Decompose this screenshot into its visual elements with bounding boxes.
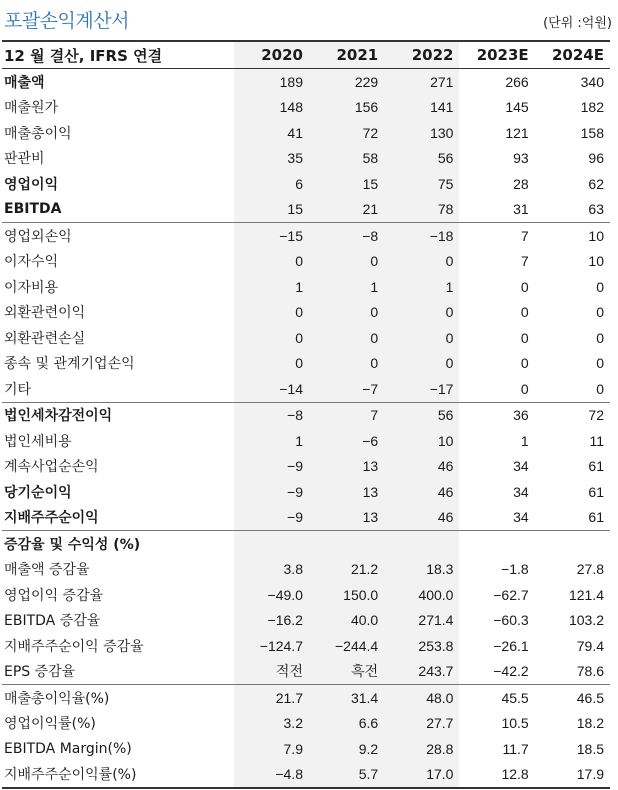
cell-value: 46 xyxy=(384,454,459,480)
cell-value: −8 xyxy=(309,223,384,249)
cell-value: 7.9 xyxy=(234,736,309,762)
cell-value: 0 xyxy=(596,278,604,295)
cell-value: 148 xyxy=(234,95,309,121)
cell-value: 0 xyxy=(384,300,459,326)
cell-value: 11 xyxy=(589,432,604,449)
cell-value: 15 xyxy=(309,171,384,197)
row-label: EPS 증감율 xyxy=(4,664,76,681)
cell-value: 130 xyxy=(384,120,459,146)
cell-value: 28 xyxy=(513,175,529,192)
cell-value: 121.4 xyxy=(568,586,604,603)
cell-value: 13 xyxy=(309,505,384,531)
cell-value: 18.5 xyxy=(576,740,604,757)
cell-value: 46.5 xyxy=(535,685,610,711)
row-label: 기타 xyxy=(4,381,32,398)
cell-value: 61 xyxy=(588,458,604,475)
cell-value: 72 xyxy=(535,402,610,428)
cell-value: 31.4 xyxy=(309,685,384,711)
table-row xyxy=(2,762,610,789)
unit-label: (단위 :억원) xyxy=(543,16,612,31)
row-label: 지배주주순이익 증감율 xyxy=(4,638,144,655)
cell-value: −17 xyxy=(384,376,459,402)
table-row xyxy=(2,171,610,197)
table-row xyxy=(2,633,610,659)
cell-value: 0 xyxy=(309,300,384,326)
cell-value: 72 xyxy=(309,120,384,146)
cell-value: 156 xyxy=(309,95,384,121)
cell-value: 0 xyxy=(384,249,459,275)
cell-value: −26.1 xyxy=(493,637,529,654)
cell-value: 21.2 xyxy=(309,557,384,583)
cell-value: 61 xyxy=(588,509,604,526)
table-row xyxy=(2,531,610,557)
cell-value: 271 xyxy=(384,69,459,95)
table-row xyxy=(2,300,610,326)
cell-value: 34 xyxy=(513,458,529,475)
row-label: 법인세차감전이익 xyxy=(2,402,234,428)
cell-value: 41 xyxy=(234,120,309,146)
cell-value: 182 xyxy=(580,99,604,116)
row-label: 종속 및 관계기업손익 xyxy=(4,356,135,373)
row-label: 매출총이익율(%) xyxy=(2,685,234,711)
row-label: EBITDA 증감율 xyxy=(4,613,101,630)
cell-value: 28.8 xyxy=(384,736,459,762)
row-label: 외환관련손실 xyxy=(4,330,86,347)
cell-value: 27.7 xyxy=(384,711,459,737)
table-row xyxy=(2,376,610,402)
income-statement-table xyxy=(2,40,610,789)
cell-value: 243.7 xyxy=(384,659,459,685)
cell-value: 0 xyxy=(384,351,459,377)
row-label: 매출총이익 xyxy=(4,125,72,142)
cell-value: 0 xyxy=(596,355,604,372)
table-row xyxy=(2,197,610,223)
row-label: 매출원가 xyxy=(4,100,59,117)
cell-value: 6.6 xyxy=(309,711,384,737)
cell-value: −9 xyxy=(234,505,309,531)
cell-value: 62 xyxy=(588,175,604,192)
title-row xyxy=(0,0,618,38)
cell-value: 78.6 xyxy=(576,663,604,680)
cell-value: 0 xyxy=(520,380,529,397)
cell-value: 0 xyxy=(596,380,604,397)
cell-value: 13 xyxy=(309,479,384,505)
cell-value: 103.2 xyxy=(568,612,604,629)
cell-value: 40.0 xyxy=(309,608,384,634)
cell-value: 5.7 xyxy=(309,762,384,789)
row-label: EBITDA xyxy=(4,201,62,218)
table-row xyxy=(2,402,610,428)
cell-value: 27.8 xyxy=(576,561,604,578)
year-2023e: 2023E xyxy=(459,41,534,69)
table-row xyxy=(2,736,610,762)
table-row xyxy=(2,582,610,608)
cell-value: −9 xyxy=(234,454,309,480)
cell-value: 21.7 xyxy=(234,685,309,711)
cell-value xyxy=(309,531,384,557)
row-label: 이자비용 xyxy=(4,279,59,296)
cell-value: 7 xyxy=(309,402,384,428)
cell-value: −7 xyxy=(309,376,384,402)
cell-value: 36 xyxy=(459,402,534,428)
cell-value: −49.0 xyxy=(234,582,309,608)
cell-value: 1 xyxy=(309,274,384,300)
cell-value: 46 xyxy=(384,505,459,531)
cell-value: 3.2 xyxy=(234,711,309,737)
header-row xyxy=(2,41,610,69)
cell-value: −14 xyxy=(234,376,309,402)
cell-value: 0 xyxy=(384,325,459,351)
row-label: 외환관련이익 xyxy=(4,305,86,322)
year-2020: 2020 xyxy=(234,41,309,69)
cell-value: −60.3 xyxy=(493,612,529,629)
cell-value: 10 xyxy=(384,428,459,454)
table-row xyxy=(2,608,610,634)
cell-value: 56 xyxy=(384,402,459,428)
table-row xyxy=(2,69,610,95)
cell-value: 0 xyxy=(234,300,309,326)
cell-value: −4.8 xyxy=(234,762,309,789)
table-row xyxy=(2,351,610,377)
cell-value: 271.4 xyxy=(384,608,459,634)
cell-value: 340 xyxy=(580,73,604,90)
year-2024e: 2024E xyxy=(535,41,610,69)
table-row xyxy=(2,505,610,531)
cell-value: 141 xyxy=(384,95,459,121)
row-label: 지배주주순이익률(%) xyxy=(2,762,234,789)
cell-value: 79.4 xyxy=(576,637,604,654)
cell-value: −18 xyxy=(384,223,459,249)
table-row xyxy=(2,249,610,275)
row-label: 매출액 xyxy=(4,74,45,91)
row-label: 당기순이익 xyxy=(4,484,72,501)
cell-value: 58 xyxy=(309,146,384,172)
table-row xyxy=(2,557,610,583)
cell-value: 0 xyxy=(309,249,384,275)
table-row xyxy=(2,454,610,480)
cell-value: 0 xyxy=(234,351,309,377)
cell-value: −16.2 xyxy=(234,608,309,634)
cell-value xyxy=(384,531,459,557)
cell-value: 0 xyxy=(520,304,529,321)
cell-value: 0 xyxy=(520,329,529,346)
cell-value: 12.8 xyxy=(459,762,534,789)
cell-value: 0 xyxy=(234,249,309,275)
cell-value: 7 xyxy=(459,223,534,249)
cell-value: 46 xyxy=(384,479,459,505)
cell-value: 34 xyxy=(513,483,529,500)
cell-value: −124.7 xyxy=(234,633,309,659)
cell-value: 3.8 xyxy=(234,557,309,583)
table-row xyxy=(2,479,610,505)
cell-value: 11.7 xyxy=(502,740,529,757)
cell-value: 1 xyxy=(384,274,459,300)
table-row xyxy=(2,223,610,249)
cell-value: −8 xyxy=(234,402,309,428)
cell-value: 75 xyxy=(384,171,459,197)
row-label: 영업외손익 xyxy=(2,223,234,249)
cell-value: 34 xyxy=(513,509,529,526)
cell-value: 17.9 xyxy=(535,762,610,789)
cell-value: 189 xyxy=(234,69,309,95)
cell-value: 63 xyxy=(588,201,604,218)
year-2022: 2022 xyxy=(384,41,459,69)
header-label: 12 월 결산, IFRS 연결 xyxy=(2,41,234,69)
cell-value: −244.4 xyxy=(309,633,384,659)
cell-value: 0 xyxy=(309,325,384,351)
cell-value: 1 xyxy=(234,274,309,300)
cell-value: 6 xyxy=(234,171,309,197)
row-label: 판관비 xyxy=(4,151,45,168)
cell-value: 229 xyxy=(309,69,384,95)
row-label: 매출액 증감율 xyxy=(4,562,90,579)
cell-value: 0 xyxy=(520,278,529,295)
cell-value: 17.0 xyxy=(384,762,459,789)
row-label: EBITDA Margin(%) xyxy=(4,740,132,757)
cell-value: 150.0 xyxy=(309,582,384,608)
table-row xyxy=(2,120,610,146)
year-2021: 2021 xyxy=(309,41,384,69)
cell-value: 적전 xyxy=(234,659,309,685)
cell-value: −42.2 xyxy=(493,663,529,680)
cell-value: 21 xyxy=(309,197,384,223)
table-row xyxy=(2,274,610,300)
cell-value xyxy=(535,531,610,557)
table-row xyxy=(2,428,610,454)
cell-value: −6 xyxy=(309,428,384,454)
cell-value: 0 xyxy=(596,329,604,346)
cell-value: 흑전 xyxy=(309,659,384,685)
cell-value: 10 xyxy=(588,253,604,270)
cell-value: −1.8 xyxy=(501,561,529,578)
cell-value: 78 xyxy=(384,197,459,223)
cell-value xyxy=(459,531,534,557)
cell-value: 35 xyxy=(234,146,309,172)
cell-value: 13 xyxy=(309,454,384,480)
cell-value: 48.0 xyxy=(384,685,459,711)
row-label: 이자수익 xyxy=(4,254,59,271)
table-row xyxy=(2,95,610,121)
cell-value: −15 xyxy=(234,223,309,249)
row-label: 증감율 및 수익성 (%) xyxy=(2,531,234,557)
cell-value: 31 xyxy=(513,201,529,218)
cell-value: 1 xyxy=(520,432,529,449)
cell-value: 7 xyxy=(520,253,529,270)
cell-value: 56 xyxy=(384,146,459,172)
page-title: 포괄손익계산서 xyxy=(4,10,129,32)
cell-value: 253.8 xyxy=(384,633,459,659)
cell-value: 10.5 xyxy=(501,715,529,732)
table-row xyxy=(2,146,610,172)
cell-value: 121 xyxy=(505,124,529,141)
cell-value: −9 xyxy=(234,479,309,505)
cell-value: 96 xyxy=(588,150,604,167)
table-row xyxy=(2,711,610,737)
row-label: 법인세비용 xyxy=(4,433,72,450)
cell-value: 0 xyxy=(309,351,384,377)
cell-value: 61 xyxy=(588,483,604,500)
table-row xyxy=(2,325,610,351)
row-label: 영업이익 증감율 xyxy=(4,587,104,604)
table-row xyxy=(2,659,610,685)
cell-value: 1 xyxy=(234,428,309,454)
cell-value: 145 xyxy=(505,99,529,116)
cell-value xyxy=(234,531,309,557)
row-label: 지배주주순이익 xyxy=(4,510,99,527)
cell-value: 18.3 xyxy=(384,557,459,583)
cell-value: 0 xyxy=(596,304,604,321)
row-label: 계속사업순손익 xyxy=(4,459,99,476)
row-label: 영업이익 xyxy=(4,176,59,193)
cell-value: 158 xyxy=(580,124,604,141)
cell-value: 266 xyxy=(505,73,529,90)
table-row xyxy=(2,685,610,711)
cell-value: 45.5 xyxy=(459,685,534,711)
cell-value: 400.0 xyxy=(384,582,459,608)
cell-value: 0 xyxy=(234,325,309,351)
cell-value: 9.2 xyxy=(309,736,384,762)
cell-value: 18.2 xyxy=(576,715,604,732)
row-label: 영업이익률(%) xyxy=(4,716,96,733)
cell-value: 10 xyxy=(535,223,610,249)
cell-value: 0 xyxy=(520,355,529,372)
cell-value: 93 xyxy=(513,150,529,167)
cell-value: −62.7 xyxy=(493,586,529,603)
cell-value: 15 xyxy=(234,197,309,223)
